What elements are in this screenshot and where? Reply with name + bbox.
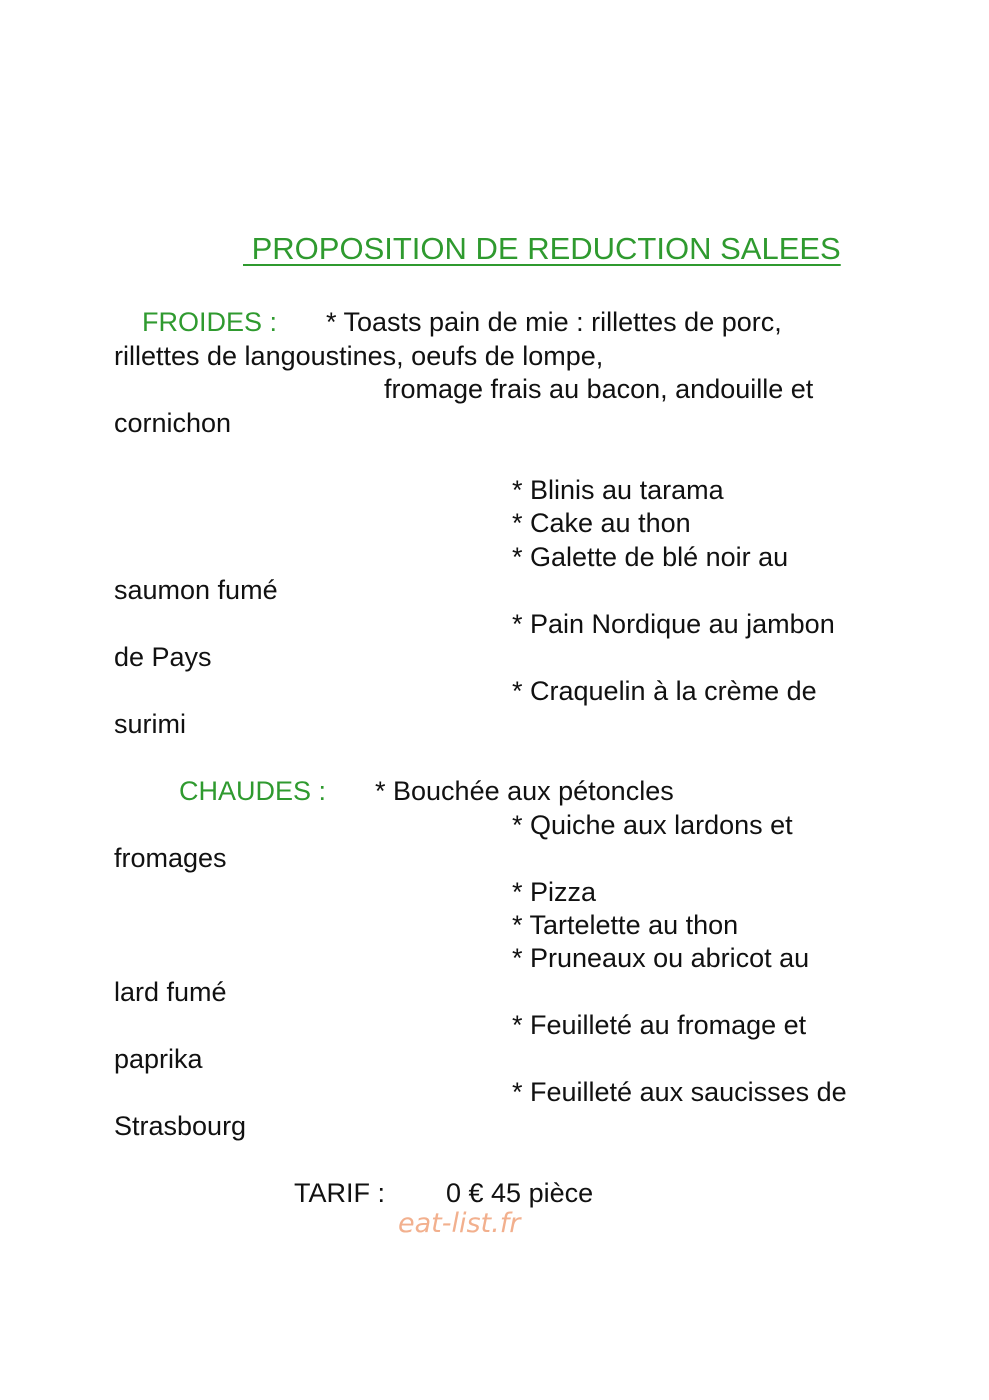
watermark: eat-list.fr [398, 1208, 521, 1239]
froides-item-toasts-cont-2: fromage frais au bacon, andouille et [384, 374, 814, 404]
tarif-label: TARIF : [294, 1178, 385, 1208]
froides-item-pain-nordique-cont: de Pays [114, 642, 212, 672]
chaudes-item-pruneaux-cont: lard fumé [114, 977, 227, 1007]
froides-item-craquelin-cont: surimi [114, 709, 186, 739]
chaudes-item-quiche-cont: fromages [114, 843, 227, 873]
chaudes-item-feuillete-saucisses: * Feuilleté aux saucisses de [512, 1077, 847, 1107]
chaudes-item-feuillete-fromage-cont: paprika [114, 1044, 203, 1074]
froides-item-galette: * Galette de blé noir au [512, 542, 789, 572]
chaudes-item-pizza: * Pizza [512, 877, 597, 907]
page-title: PROPOSITION DE REDUCTION SALEES [243, 231, 841, 266]
froides-item-galette-cont: saumon fumé [114, 575, 278, 605]
froides-item-blinis: * Blinis au tarama [512, 475, 724, 505]
froides-item-pain-nordique: * Pain Nordique au jambon [512, 609, 835, 639]
froides-item-cake: * Cake au thon [512, 508, 691, 538]
tarif-value: 0 € 45 pièce [446, 1178, 594, 1208]
chaudes-item-quiche: * Quiche aux lardons et [512, 810, 793, 840]
froides-item-toasts: * Toasts pain de mie : rillettes de porc, [326, 307, 782, 337]
froides-item-craquelin: * Craquelin à la crème de [512, 676, 817, 706]
chaudes-item-bouchee: * Bouchée aux pétoncles [375, 776, 674, 806]
froides-item-toasts-cont-3: cornichon [114, 408, 232, 438]
froides-label: FROIDES : [142, 307, 278, 337]
chaudes-item-pruneaux: * Pruneaux ou abricot au [512, 943, 810, 973]
chaudes-label: CHAUDES : [179, 776, 327, 806]
froides-item-toasts-cont-1: rillettes de langoustines, oeufs de lompe, [114, 341, 604, 371]
chaudes-item-feuillete-fromage: * Feuilleté au fromage et [512, 1010, 807, 1040]
chaudes-item-feuillete-saucisses-cont: Strasbourg [114, 1111, 247, 1141]
chaudes-item-tartelette: * Tartelette au thon [512, 910, 739, 940]
